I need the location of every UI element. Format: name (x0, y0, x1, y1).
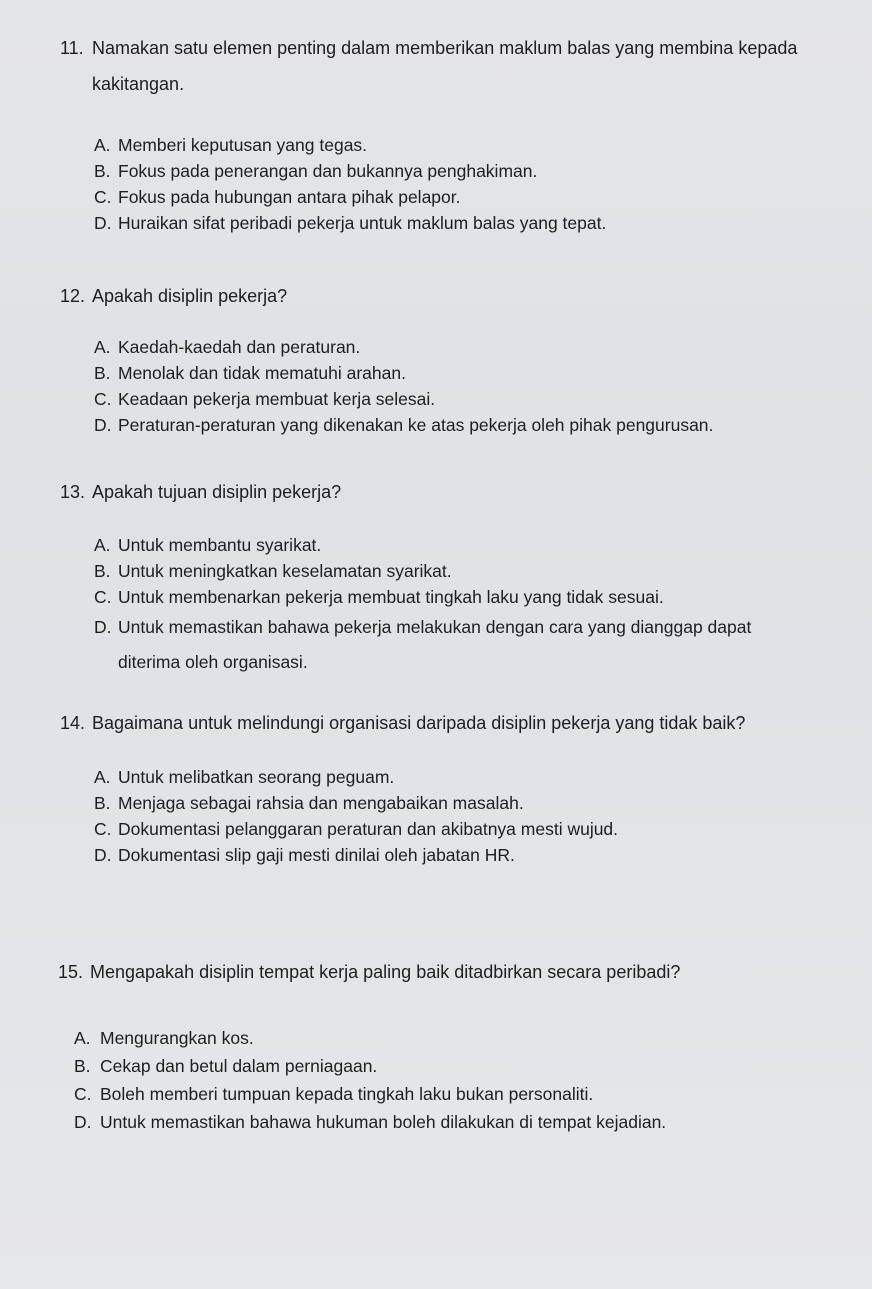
option-b[interactable]: B. Cekap dan betul dalam perniagaan. (74, 1056, 378, 1076)
option-a[interactable]: A. Untuk melibatkan seorang peguam. (94, 767, 395, 787)
option-a[interactable]: A. Untuk membantu syarikat. (94, 535, 322, 555)
options-list (60, 334, 820, 438)
option-text: Untuk melibatkan seorang peguam. (118, 767, 395, 787)
option-c[interactable]: C. Boleh memberi tumpuan kepada tingkah laku bukan personaliti. (74, 1084, 594, 1104)
question-14 (60, 704, 820, 868)
options-list (58, 1024, 818, 1136)
option-c[interactable]: C. Keadaan pekerja membuat kerja selesai. (94, 389, 436, 409)
option-text: Kaedah-kaedah dan peraturan. (118, 337, 361, 357)
option-text: Mengurangkan kos. (100, 1028, 254, 1048)
question-number: 12. (60, 286, 86, 306)
question-stem (60, 30, 822, 102)
question-number: 13. (60, 482, 86, 502)
option-c[interactable]: C. Dokumentasi pelanggaran peraturan dan akibatnya mesti wujud. (94, 819, 619, 839)
option-text: Keadaan pekerja membuat kerja selesai. (118, 389, 436, 409)
option-text: Cekap dan betul dalam perniagaan. (100, 1056, 378, 1076)
question-number: 15. (58, 962, 84, 982)
option-c[interactable]: C. Untuk membenarkan pekerja membuat tingkah laku yang tidak sesuai. (94, 587, 664, 607)
option-text: Memberi keputusan yang tegas. (118, 135, 368, 155)
question-number: 11. (60, 38, 84, 58)
option-text: Dokumentasi slip gaji mesti dinilai oleh jabatan HR. (118, 845, 515, 865)
option-d[interactable]: D. Untuk memastikan bahawa hukuman boleh dilakukan di tempat kejadian. (74, 1112, 667, 1132)
question-stem (60, 472, 820, 512)
option-text: Untuk membantu syarikat. (118, 535, 322, 555)
question-15 (58, 952, 818, 1136)
option-text: Dokumentasi pelanggaran peraturan dan akibatnya mesti wujud. (118, 819, 619, 839)
question-stem (60, 276, 820, 316)
option-b[interactable]: B. Untuk meningkatkan keselamatan syarikat. (94, 561, 452, 581)
question-text: Namakan satu elemen penting dalam memberikan maklum balas yang membina kepada kakitangan. (92, 38, 798, 94)
option-text: Menjaga sebagai rahsia dan mengabaikan masalah. (118, 793, 524, 813)
option-a[interactable]: A. Memberi keputusan yang tegas. (94, 135, 368, 155)
question-text: Bagaimana untuk melindungi organisasi daripada disiplin pekerja yang tidak baik? (92, 713, 746, 733)
question-text: Apakah tujuan disiplin pekerja? (92, 482, 342, 502)
question-text: Mengapakah disiplin tempat kerja paling baik ditadbirkan secara peribadi? (90, 962, 681, 982)
option-text: Menolak dan tidak mematuhi arahan. (118, 363, 406, 383)
option-b[interactable]: B. Menolak dan tidak mematuhi arahan. (94, 363, 406, 383)
option-text: Huraikan sifat peribadi pekerja untuk maklum balas yang tepat. (118, 213, 607, 233)
option-text: Untuk meningkatkan keselamatan syarikat. (118, 561, 452, 581)
option-text: Boleh memberi tumpuan kepada tingkah laku bukan personaliti. (100, 1084, 594, 1104)
option-d[interactable]: D. Dokumentasi slip gaji mesti dinilai oleh jabatan HR. (94, 845, 515, 865)
option-text: Untuk membenarkan pekerja membuat tingkah laku yang tidak sesuai. (118, 587, 664, 607)
question-text: Apakah disiplin pekerja? (92, 286, 288, 306)
option-c[interactable]: C. Fokus pada hubungan antara pihak pelapor. (94, 187, 461, 207)
option-b[interactable]: B. Menjaga sebagai rahsia dan mengabaikan masalah. (94, 793, 524, 813)
option-d[interactable]: D. Huraikan sifat peribadi pekerja untuk maklum balas yang tepat. (94, 213, 607, 233)
question-12 (60, 276, 820, 438)
options-list (60, 764, 820, 868)
option-a[interactable]: A. Kaedah-kaedah dan peraturan. (94, 337, 361, 357)
option-a[interactable]: A. Mengurangkan kos. (74, 1028, 254, 1048)
question-11 (60, 30, 820, 236)
question-stem (60, 704, 792, 742)
option-text: Untuk memastikan bahawa hukuman boleh dilakukan di tempat kejadian. (100, 1112, 667, 1132)
options-list (60, 132, 820, 236)
question-stem (58, 952, 870, 992)
option-d[interactable]: D. Untuk memastikan bahawa pekerja melakukan dengan cara yang dianggap dapat diterima oleh organisasi. (94, 617, 752, 672)
option-d[interactable]: D. Peraturan-peraturan yang dikenakan ke atas pekerja oleh pihak pengurusan. (94, 415, 714, 435)
option-text: Fokus pada hubungan antara pihak pelapor. (118, 187, 461, 207)
option-text: Untuk memastikan bahawa pekerja melakukan dengan cara yang dianggap dapat diterima oleh organisasi. (118, 617, 752, 672)
question-number: 14. (60, 713, 86, 733)
option-text: Peraturan-peraturan yang dikenakan ke atas pekerja oleh pihak pengurusan. (118, 415, 714, 435)
option-text: Fokus pada penerangan dan bukannya penghakiman. (118, 161, 538, 181)
option-b[interactable]: B. Fokus pada penerangan dan bukannya penghakiman. (94, 161, 538, 181)
options-list (60, 532, 820, 680)
question-13 (60, 472, 820, 680)
